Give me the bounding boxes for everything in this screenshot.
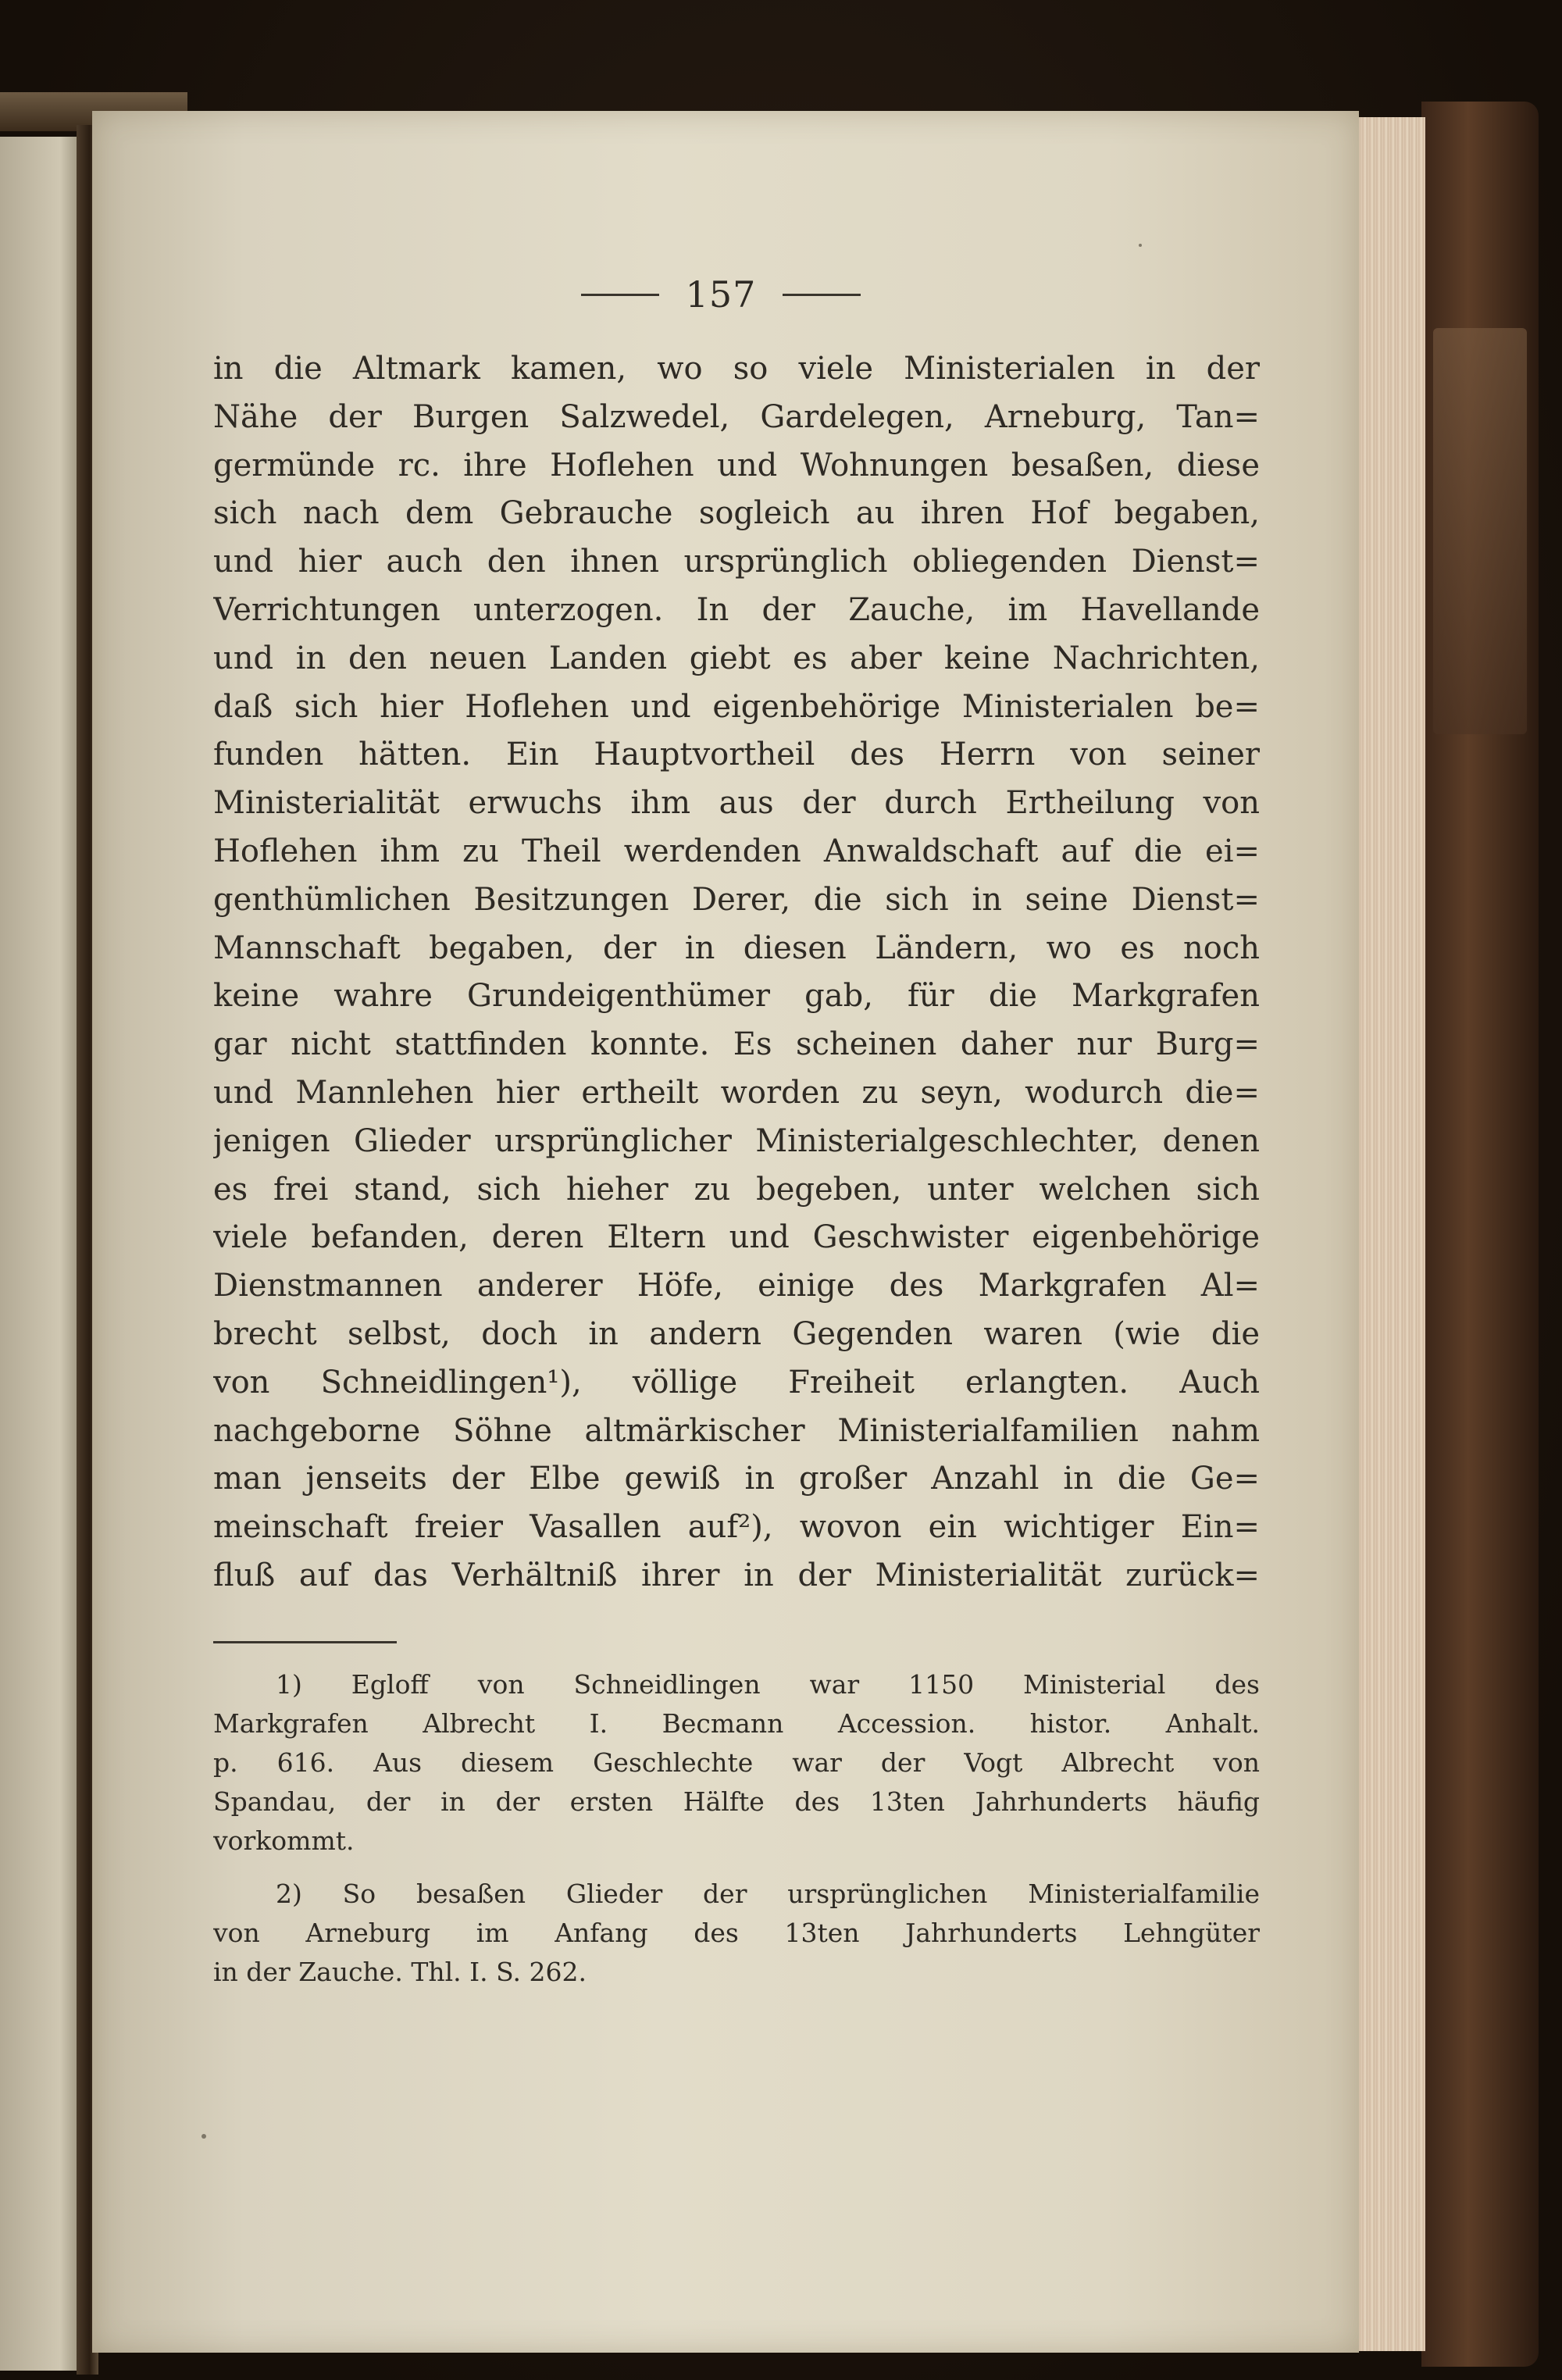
body-line: Nähe der Burgen Salzwedel, Gardelegen, Arneburg, Tan= [213, 398, 1260, 435]
body-line: viele befanden, deren Eltern und Geschwister eigenbehörige [213, 1219, 1260, 1256]
body-line: keine wahre Grundeigenthümer gab, für die Markgrafen [213, 978, 1260, 1015]
footnote-line: Spandau, der in der ersten Hälfte des 13ten Jahrhunderts häufig [213, 1786, 1260, 1817]
cover-wear-mark [1433, 328, 1527, 734]
body-line: sich nach dem Gebrauche sogleich au ihren Hof begaben, [213, 495, 1260, 532]
body-line: germünde rc. ihre Hoflehen und Wohnungen besaßen, diese [213, 447, 1260, 483]
body-line: es frei stand, sich hieher zu begeben, unter welchen sich [213, 1171, 1260, 1208]
paper-speck [201, 2134, 206, 2139]
footnote-line: 1) Egloff von Schneidlingen war 1150 Ministerial des [276, 1668, 1260, 1700]
footnote-line: 2) So besaßen Glieder der ursprünglichen Ministerialfamilie [276, 1878, 1260, 1909]
body-line: meinschaft freier Vasallen auf²), wovon ein wichtiger Ein= [213, 1509, 1260, 1546]
body-line: Hoflehen ihm zu Theil werdenden Anwaldschaft auf die ei= [213, 833, 1260, 869]
footnotes [213, 1665, 1260, 1992]
header-dash-left [581, 294, 659, 296]
footnote-line: von Arneburg im Anfang des 13ten Jahrhunderts Lehngüter [213, 1917, 1260, 1948]
body-line: und Mannlehen hier ertheilt worden zu seyn, wodurch die= [213, 1074, 1260, 1111]
body-line: jenigen Glieder ursprünglicher Ministerialgeschlechter, denen [213, 1122, 1260, 1159]
footnote-line: in der Zauche. Thl. I. S. 262. [213, 1956, 587, 1987]
left-page-edge [0, 137, 86, 2371]
page-content [213, 267, 1260, 1992]
body-text [213, 345, 1260, 1600]
body-line: und in den neuen Landen giebt es aber keine Nachrichten, [213, 640, 1260, 676]
body-line: nachgeborne Söhne altmärkischer Ministerialfamilien nahm [213, 1412, 1260, 1449]
body-line: daß sich hier Hoflehen und eigenbehörige Ministerialen be= [213, 688, 1260, 725]
body-line: Dienstmannen anderer Höfe, einige des Markgrafen Al= [213, 1268, 1260, 1304]
page-header [182, 267, 1260, 322]
body-line: Mannschaft begaben, der in diesen Ländern, wo es noch [213, 930, 1260, 966]
page-number: 157 [685, 273, 757, 316]
body-line: brecht selbst, doch in andern Gegenden waren (wie die [213, 1315, 1260, 1352]
body-line: in die Altmark kamen, wo so viele Ministerialen in der [213, 351, 1260, 387]
body-line: fluß auf das Verhältniß ihrer in der Ministerialität zurück= [213, 1557, 1260, 1593]
footnote-line: Markgrafen Albrecht I. Becmann Accession. histor. Anhalt. [213, 1707, 1260, 1739]
body-line: man jenseits der Elbe gewiß in großer Anzahl in die Ge= [213, 1461, 1260, 1497]
paper-speck [1139, 244, 1142, 247]
footnote-line: vorkommt. [213, 1825, 355, 1856]
book-page [92, 111, 1359, 2353]
body-line: gar nicht stattfinden konnte. Es scheinen daher nur Burg= [213, 1026, 1260, 1063]
body-line: Ministerialität erwuchs ihm aus der durch Ertheilung von [213, 785, 1260, 822]
body-line: Verrichtungen unterzogen. In der Zauche, im Havellande [213, 591, 1260, 628]
body-line: und hier auch den ihnen ursprünglich obliegenden Dienst= [213, 544, 1260, 580]
footnote-rule [213, 1641, 397, 1643]
body-line: von Schneidlingen¹), völlige Freiheit erlangten. Auch [213, 1364, 1260, 1401]
body-line: genthümlichen Besitzungen Derer, die sich in seine Dienst= [213, 881, 1260, 918]
body-line: funden hätten. Ein Hauptvortheil des Herrn von seiner [213, 737, 1260, 773]
footnote-line: p. 616. Aus diesem Geschlechte war der Vogt Albrecht von [213, 1747, 1260, 1778]
header-dash-right [783, 294, 861, 296]
